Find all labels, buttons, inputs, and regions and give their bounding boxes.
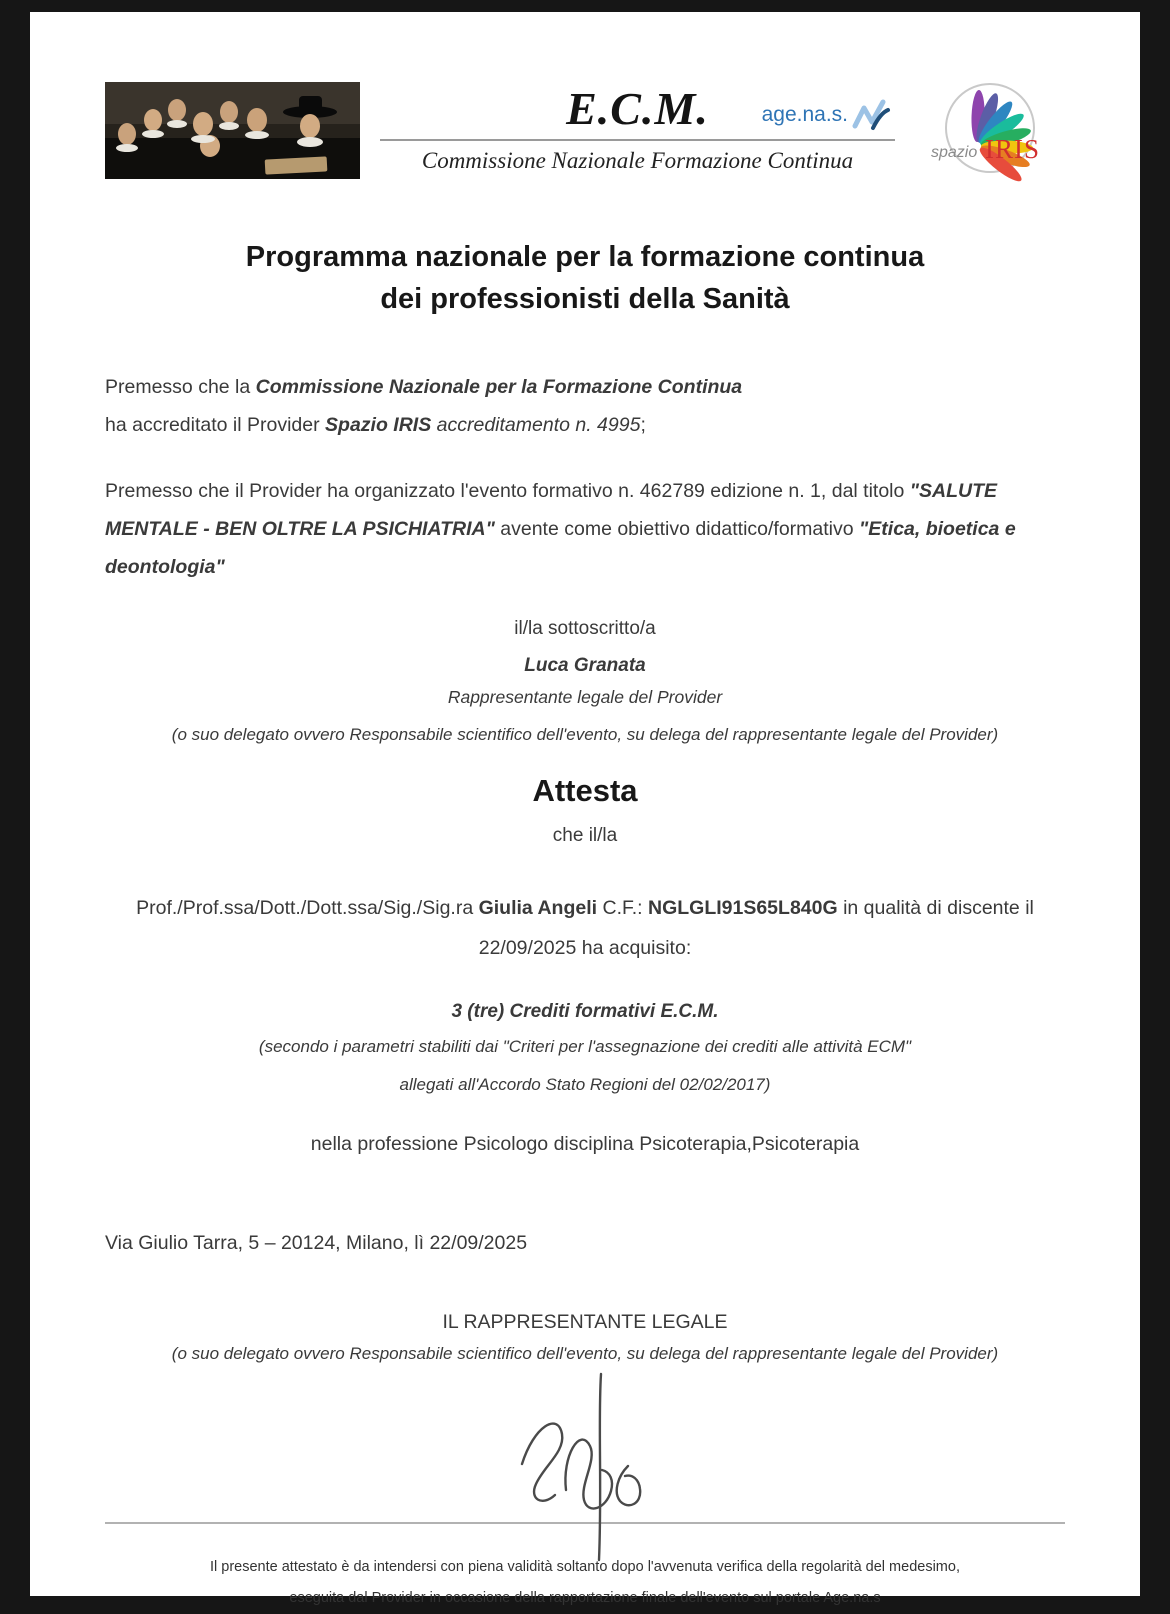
credits-note-1: (secondo i parametri stabiliti dai "Criteri per l'assegnazione dei crediti alle attività ECM" — [258, 1037, 912, 1057]
ecm-subtitle: Commissione Nazionale Formazione Continua — [421, 147, 854, 173]
recipient-paragraph — [105, 889, 1065, 969]
agenas-mark-icon — [853, 100, 889, 130]
provider-name: Spazio IRIS — [325, 414, 432, 437]
subscriber-intro: il/la sottoscritto/a — [514, 618, 656, 640]
iris-label: IRIS — [985, 134, 1041, 164]
premise-2 — [105, 472, 1065, 586]
legal-representative-heading: IL RAPPRESENTANTE LEGALE — [442, 1311, 728, 1334]
event-title: "SALUTE MENTALE - BEN OLTRE LA PSICHIATRIA" — [105, 480, 998, 541]
ecm-title-row — [380, 84, 895, 141]
attest-heading: Attesta — [532, 773, 638, 809]
premise-1-end: ; — [640, 414, 646, 437]
fiscal-code: NGLGLI91S65L840G — [647, 897, 838, 920]
accreditation-number: accreditamento n. 4995 — [431, 414, 641, 437]
anatomy-lesson-painting — [105, 82, 360, 179]
document-title-line2: dei professionisti della Sanità — [380, 283, 790, 316]
recipient-name: Giulia Angeli — [478, 897, 598, 920]
recipient-suffix: in qualità di discente il 22/09/2025 ha acquisito: — [478, 897, 1034, 960]
footer-line1: Il presente attestato è da intendersi con piena validità soltanto dopo l'avvenuta verifica della regolarità del medesimo, — [210, 1559, 960, 1576]
credits-note-2: allegati all'Accordo Stato Regioni del 02/02/2017) — [399, 1075, 771, 1095]
signature-area — [105, 1364, 1065, 1522]
legal-representative-role: Rappresentante legale del Provider — [447, 687, 723, 708]
credits-amount: 3 (tre) Crediti formativi E.C.M. — [451, 1001, 719, 1023]
premise-2-text: Premesso che il Provider ha organizzato l'evento formativo n. 462789 edizione n. 1, dal titolo — [105, 480, 910, 503]
commission-name: Commissione Nazionale per la Formazione Continua — [255, 376, 743, 399]
premise-1-line1 — [105, 368, 1065, 406]
spazio-iris-logo — [915, 82, 1065, 182]
premise-1-text: Premesso che la — [105, 376, 256, 399]
document-title-line1: Programma nazionale per la formazione continua — [245, 241, 925, 273]
signature-image — [470, 1368, 700, 1564]
footer-line2: eseguita dal Provider in occasione della rapportazione finale dell'evento sul portale Age.na.s — [289, 1590, 881, 1607]
fiscal-code-label: C.F.: — [597, 897, 648, 920]
header-center — [380, 82, 895, 174]
document-title — [105, 236, 1065, 320]
premise-1-text2: ha accreditato il Provider — [105, 414, 326, 437]
recipient-prefix: Prof./Prof.ssa/Dott./Dott.ssa/Sig./Sig.ra — [136, 897, 479, 920]
profession-line: nella professione Psicologo disciplina Psicoterapia,Psicoterapia — [310, 1133, 860, 1156]
ecm-title: E.C.M. — [566, 83, 709, 134]
premise-2-text2: avente come obiettivo didattico/formativo — [494, 518, 860, 541]
event-objective: "Etica, bioetica e deontologia" — [105, 518, 1016, 579]
delegate-note-2: (o suo delegato ovvero Responsabile scientifico dell'evento, su delega del rappresentante legale del Provider) — [171, 1344, 999, 1364]
agenas-logo — [762, 100, 889, 130]
place-date: Via Giulio Tarra, 5 – 20124, Milano, lì 22/09/2025 — [105, 1232, 528, 1255]
header — [105, 82, 1065, 182]
attest-subline: che il/la — [552, 825, 618, 847]
delegate-note-1: (o suo delegato ovvero Responsabile scientifico dell'evento, su delega del rappresentante legale del Provider) — [171, 725, 999, 745]
agenas-label: age.na.s. — [761, 103, 848, 126]
spazio-label: spazio — [931, 144, 978, 161]
iris-fan-icon — [915, 82, 1065, 182]
legal-representative-name: Luca Granata — [524, 655, 646, 677]
premise-1-line2 — [105, 406, 1065, 444]
certificate-page — [30, 12, 1140, 1607]
premise-1 — [105, 368, 1065, 444]
